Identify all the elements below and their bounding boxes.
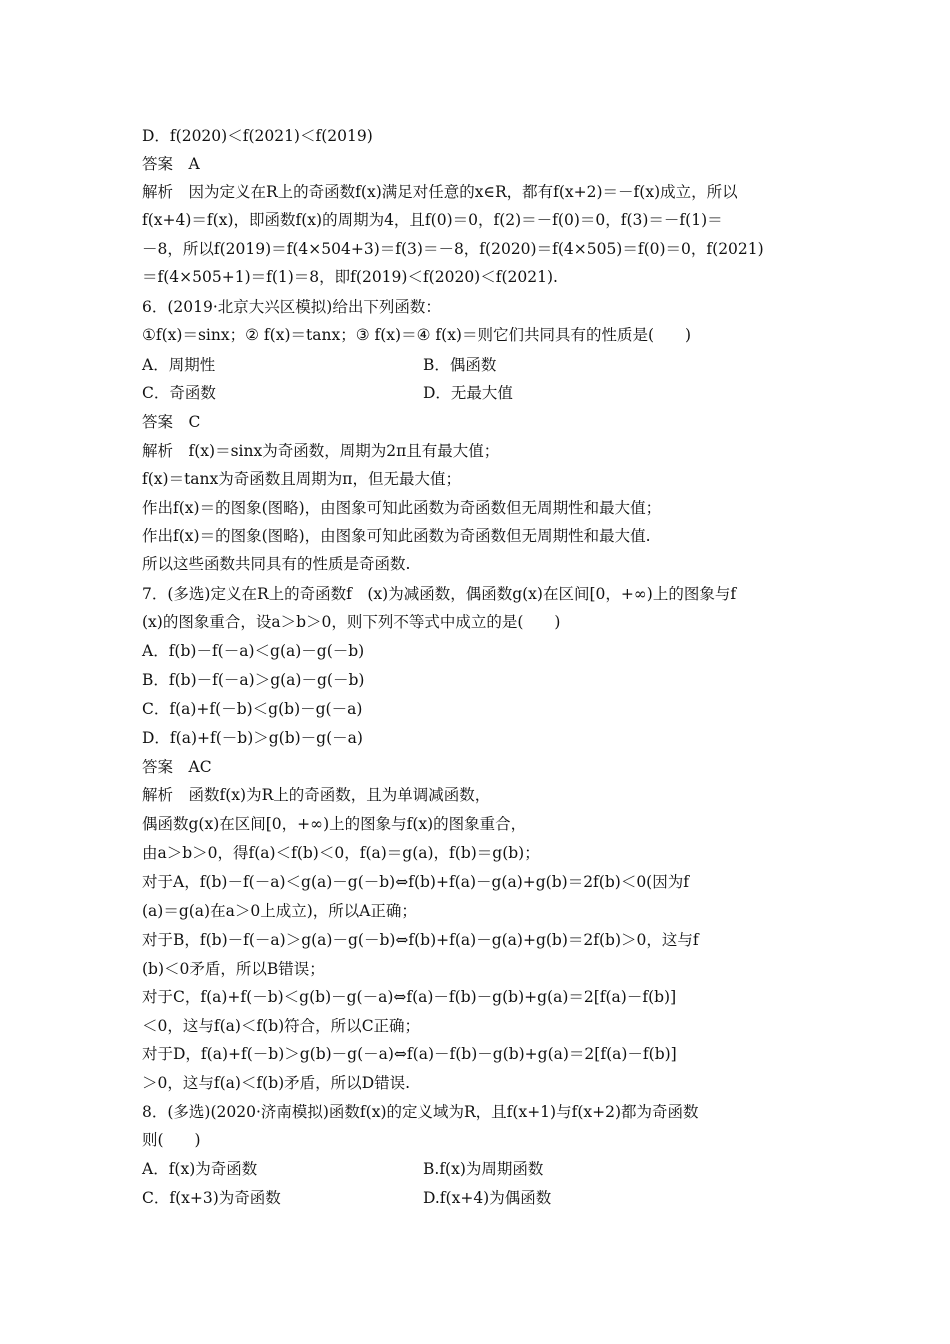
text-line: 解析 因为定义在R上的奇函数f(x)满足对任意的x∈R，都有f(x+2)＝－f(x)成立，所以	[142, 183, 738, 201]
text-line: 作出f(x)＝的图象(图略)，由图象可知此函数为奇函数但无周期性和最大值.	[142, 527, 651, 545]
option-d: D．无最大值	[423, 384, 513, 402]
option-d: D．f(a)+f(－b)＞g(b)－g(－a)	[142, 729, 363, 747]
text-line: f(x+4)＝f(x)，即函数f(x)的周期为4，且f(0)＝0，f(2)＝－f(0)＝0，f(3)＝－f(1)＝	[142, 211, 723, 229]
text-line: D．f(2020)＜f(2021)＜f(2019)	[142, 127, 373, 145]
text-line: 对于D，f(a)+f(－b)＞g(b)－g(－a)⇔f(a)－f(b)－g(b)+g(a)＝2[f(a)－f(b)]	[142, 1045, 677, 1063]
option-a: A．f(b)－f(－a)＜g(a)－g(－b)	[142, 642, 365, 660]
question-title: 7．(多选)定义在R上的奇函数f (x)为减函数，偶函数g(x)在区间[0，+∞)上的图象与f	[142, 585, 737, 603]
option-c: C．f(x+3)为奇函数	[142, 1189, 281, 1207]
answer-line: 答案 A	[142, 155, 200, 173]
option-a: A．周期性	[142, 356, 216, 374]
text-line: 则( )	[142, 1131, 201, 1149]
text-line: 解析 函数f(x)为R上的奇函数，且为单调减函数，	[142, 786, 491, 804]
text-line: 作出f(x)＝的图象(图略)，由图象可知此函数为奇函数但无周期性和最大值；	[142, 499, 662, 517]
text-line: －8，所以f(2019)＝f(4×504+3)＝f(3)＝－8，f(2020)＝f(4×505)＝f(0)＝0，f(2021)	[142, 240, 764, 258]
text-line: 由a＞b＞0，得f(a)＜f(b)＜0，f(a)＝g(a)，f(b)＝g(b)；	[142, 844, 540, 862]
question-title: 6．(2019·北京大兴区模拟)给出下列函数：	[142, 298, 441, 316]
text-line: (x)的图象重合，设a＞b＞0，则下列不等式中成立的是( )	[142, 613, 561, 631]
option-a: A．f(x)为奇函数	[142, 1160, 258, 1178]
text-line: 偶函数g(x)在区间[0，+∞)上的图象与f(x)的图象重合，	[142, 815, 527, 833]
answer-line: 答案 C	[142, 413, 201, 431]
text-line: ①f(x)＝sinx；② f(x)＝tanx；③ f(x)＝④ f(x)＝则它们共同具有的性质是( )	[142, 326, 692, 344]
text-line: f(x)＝tanx为奇函数且周期为π，但无最大值；	[142, 470, 461, 488]
option-b: B．f(b)－f(－a)＞g(a)－g(－b)	[142, 671, 365, 689]
text-line: 对于A，f(b)－f(－a)＜g(a)－g(－b)⇔f(b)+f(a)－g(a)+g(b)＝2f(b)＜0(因为f	[142, 873, 689, 891]
option-c: C．f(a)+f(－b)＜g(b)－g(－a)	[142, 700, 363, 718]
text-line: ＝f(4×505+1)＝f(1)＝8，即f(2019)＜f(2020)＜f(2021).	[142, 268, 558, 286]
option-d: D.f(x+4)为偶函数	[423, 1189, 552, 1207]
text-line: (b)＜0矛盾，所以B错误；	[142, 960, 325, 978]
answer-line: 答案 AC	[142, 758, 212, 776]
text-line: (a)＝g(a)在a＞0上成立)，所以A正确；	[142, 902, 417, 920]
text-line: 所以这些函数共同具有的性质是奇函数.	[142, 555, 411, 573]
text-line: ＞0，这与f(a)＜f(b)矛盾，所以D错误.	[142, 1074, 411, 1092]
option-b: B．偶函数	[423, 356, 497, 374]
option-b: B.f(x)为周期函数	[423, 1160, 544, 1178]
question-title: 8．(多选)(2020·济南模拟)函数f(x)的定义域为R，且f(x+1)与f(x+2)都为奇函数	[142, 1103, 699, 1121]
text-line: ＜0，这与f(a)＜f(b)符合，所以C正确；	[142, 1017, 421, 1035]
text-line: 对于C，f(a)+f(－b)＜g(b)－g(－a)⇔f(a)－f(b)－g(b)+g(a)＝2[f(a)－f(b)]	[142, 988, 677, 1006]
option-c: C．奇函数	[142, 384, 216, 402]
text-line: 对于B，f(b)－f(－a)＞g(a)－g(－b)⇔f(b)+f(a)－g(a)+g(b)＝2f(b)＞0，这与f	[142, 931, 699, 949]
text-line: 解析 f(x)＝sinx为奇函数，周期为2π且有最大值；	[142, 442, 500, 460]
